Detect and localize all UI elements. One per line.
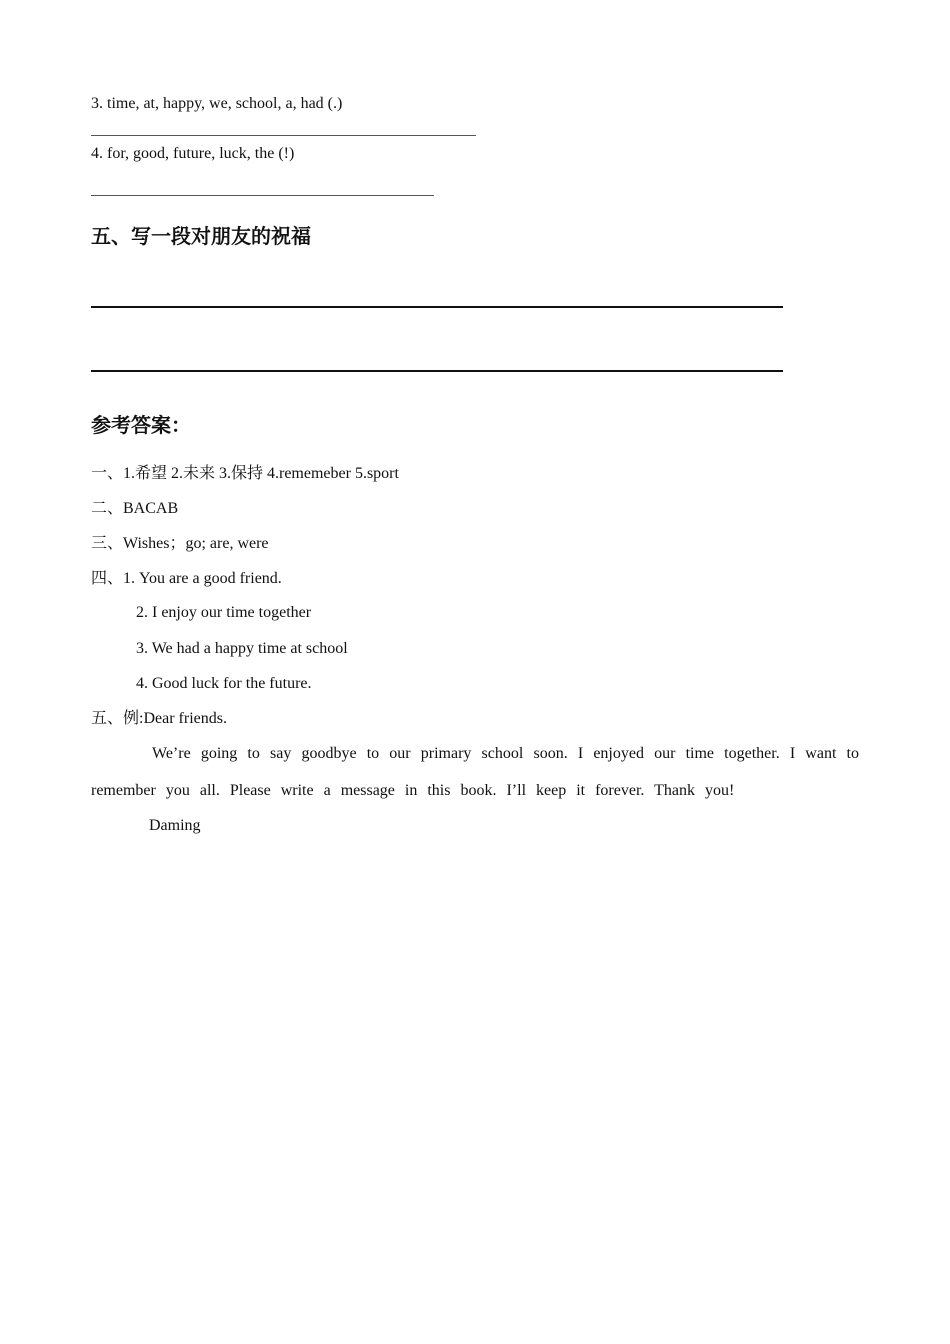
- writing-line-2: [91, 370, 783, 372]
- answer-part-2: 二、BACAB: [91, 500, 179, 517]
- answer-part-1: 一、1.希望 2.未来 3.保持 4.rememeber 5.sport: [91, 465, 399, 482]
- answer-line-q3: [91, 135, 476, 136]
- answer-part-5-intro: 五、例:Dear friends.: [91, 710, 227, 727]
- answer-part-4-item-2: 2. I enjoy our time together: [136, 604, 312, 621]
- answer-part-3: 三、Wishes；go; are, were: [91, 535, 269, 552]
- answer-part-4-item-3: 3. We had a happy time at school: [136, 640, 348, 657]
- section5-heading: 五、写一段对朋友的祝福: [91, 224, 311, 248]
- question-3: 3. time, at, happy, we, school, a, had (.): [91, 95, 343, 112]
- answer-part-4-item-1: 四、1. You are a good friend.: [91, 570, 282, 587]
- answers-heading: 参考答案：: [91, 413, 191, 437]
- answer-part-5-signature: Daming: [149, 817, 201, 834]
- question-4: 4. for, good, future, luck, the (!): [91, 145, 295, 162]
- answer-part-4-item-4: 4. Good luck for the future.: [136, 675, 312, 692]
- answer-part-5-body: We’re going to say goodbye to our primary school soon. I enjoyed our time together. I want to remember you all. Please write a message in this book. I’ll keep it forever. Thank you!: [91, 745, 859, 799]
- answer-line-q4: [91, 195, 434, 196]
- writing-line-1: [91, 306, 783, 308]
